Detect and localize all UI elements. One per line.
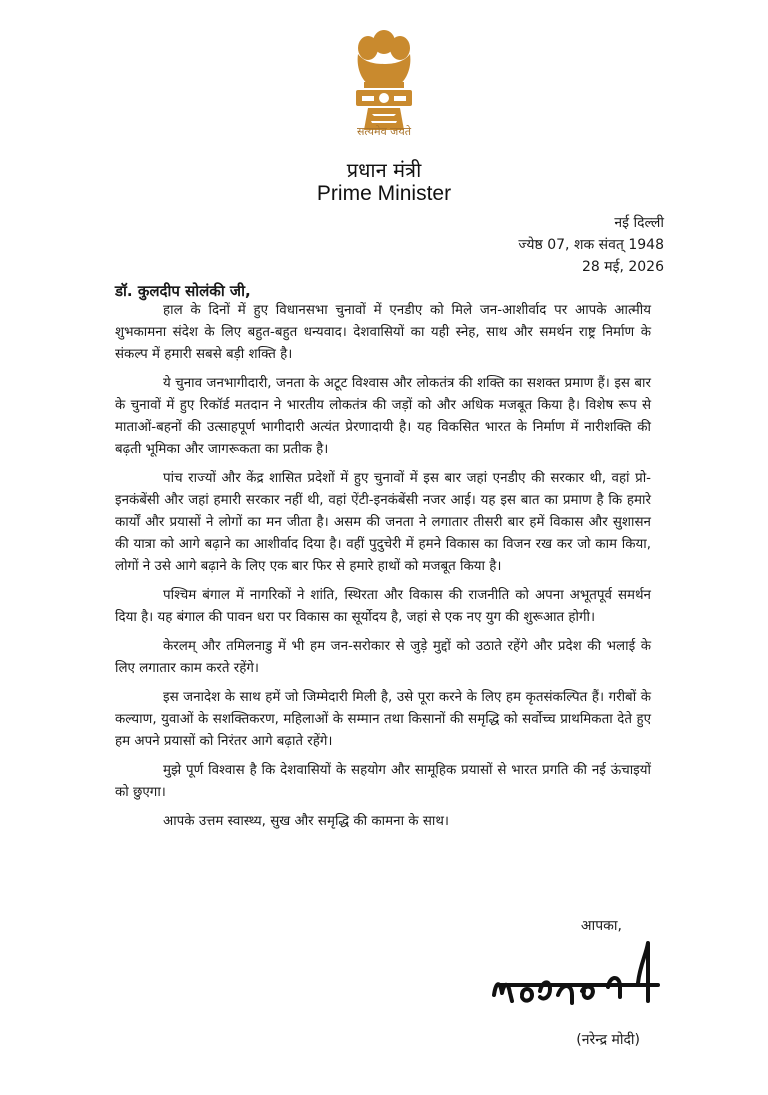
paragraph: पांच राज्यों और केंद्र शासित प्रदेशों में हुए चुनावों में इस बार जहां एनडीए की सरकार थी, वहां प्रो-इनकंबेंसी और जहां हमारी सरकार नहीं थी, वहां ऐंटी-इनकंबेंसी नजर आई। यह इस बात का प्रमाण है कि हमारे कार्यों और प्रयासों ने लोगों का मन जीता है। असम की जनता ने लगातार तीसरी बार हमें विकास और सुशासन की यात्रा को आगे बढ़ाने का आशीर्वाद दिया है। वहीं पुदुचेरी में हमने विकास का विजन रख कर जो काम किया, लोगों ने उसे आगे बढ़ाने के लिए एक बार फिर से हमारे हाथों को मजबूत किया है। — [115, 471, 651, 574]
place: नई दिल्ली — [614, 215, 664, 231]
emblem-motto: सत्यमेव जयते — [356, 125, 411, 138]
national-emblem-icon — [346, 24, 422, 136]
paragraph: आपके उत्तम स्वास्थ्य, सुख और समृद्धि की कामना के साथ। — [163, 814, 449, 829]
handwritten-signature — [488, 935, 668, 1030]
letter-body — [115, 300, 651, 840]
saka-date: ज्येष्ठ 07, शक संवत् 1948 — [518, 237, 664, 253]
signatory-name: (नरेन्द्र मोदी) — [576, 1032, 640, 1048]
paragraph: पश्चिम बंगाल में नागरिकों ने शांति, स्थिरता और विकास की राजनीति को अपना अभूतपूर्व समर्थन दिया है। यह बंगाल की पावन धरा पर विकास का सूर्योदय है, जहां से एक नए युग की शुरूआत होगी। — [115, 588, 651, 625]
paragraph: ये चुनाव जनभागीदारी, जनता के अटूट विश्वास और लोकतंत्र की शक्ति का सशक्त प्रमाण हैं। इस बार के चुनावों में हुए रिकॉर्ड मतदान ने भारतीय लोकतंत्र की जड़ों को और अधिक मजबूत किया है। विशेष रूप से माताओं-बहनों की उत्साहपूर्ण भागीदारी अत्यंत प्रेरणादायी है। यह विकसित भारत के निर्माण में नारीशक्ति की बढ़ती भूमिका और जागरूकता का प्रतीक है। — [115, 376, 651, 457]
closing: आपका, — [580, 918, 622, 934]
paragraph: केरलम् और तमिलनाडु में भी हम जन-सरोकार से जुड़े मुद्दों को उठाते रहेंगे और प्रदेश की भलाई के लिए लगातार काम करते रहेंगे। — [115, 639, 651, 676]
paragraph: इस जनादेश के साथ हमें जो जिम्मेदारी मिली है, उसे पूरा करने के लिए हम कृतसंकल्पित हैं। गरीबों के कल्याण, युवाओं के सशक्तिकरण, महिलाओं के सम्मान तथा किसानों की समृद्धि को सर्वोच्च प्राथमिकता देते हुए हम अपने प्रयासों को निरंतर आगे बढ़ाते रहेंगे। — [115, 690, 651, 749]
title-english: Prime Minister — [316, 182, 452, 205]
date-block — [518, 212, 664, 278]
gregorian-date: 28 मई, 2026 — [581, 259, 664, 275]
paragraph: हाल के दिनों में हुए विधानसभा चुनावों में एनडीए को मिले जन-आशीर्वाद पर आपके आत्मीय शुभकामना संदेश के लिए बहुत-बहुत धन्यवाद। देशवासियों का यही स्नेह, साथ और समर्थन राष्ट्र निर्माण के संकल्प में हमारी सबसे बड़ी शक्ति है। — [115, 303, 651, 362]
title-hindi: प्रधान मंत्री — [346, 158, 422, 182]
paragraph: मुझे पूर्ण विश्वास है कि देशवासियों के सहयोग और सामूहिक प्रयासों से भारत प्रगति की नई ऊंचाइयों को छुएगा। — [115, 763, 651, 800]
salutation: डॉ. कुलदीप सोलंकी जी, — [115, 282, 251, 300]
